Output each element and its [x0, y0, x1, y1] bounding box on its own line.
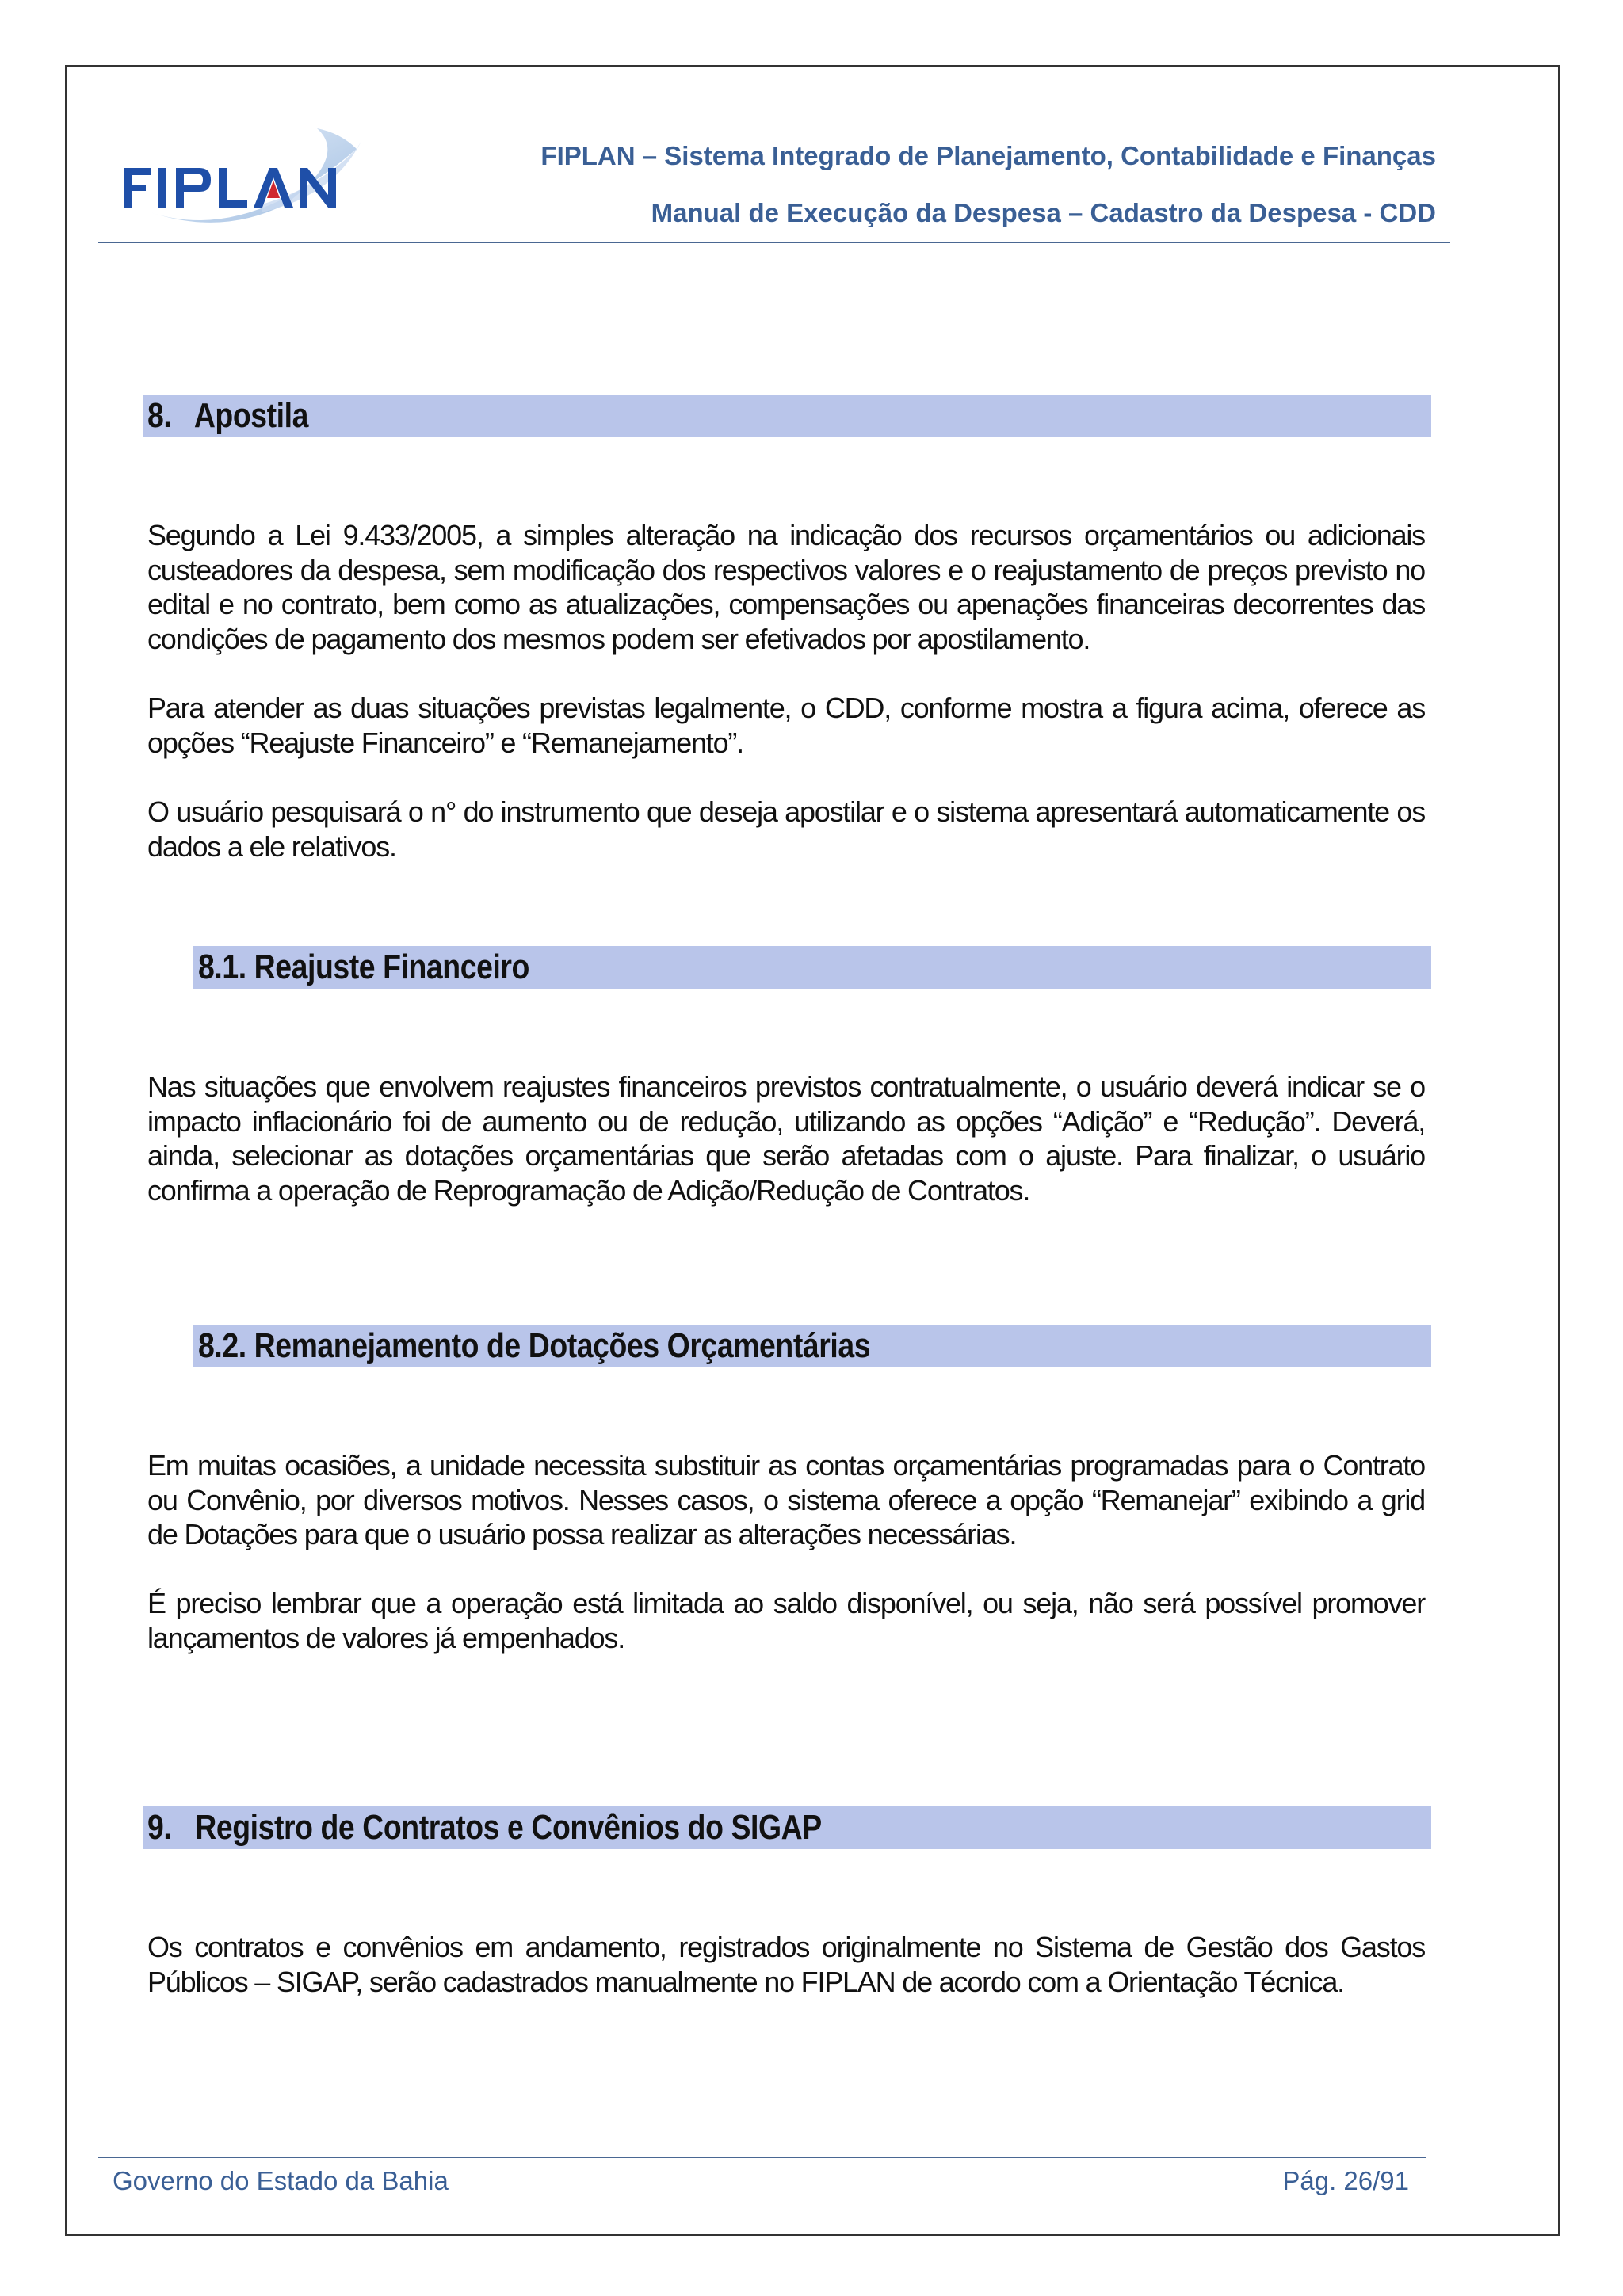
paragraph: É preciso lembrar que a operação está limitada ao saldo disponível, ou seja, não será possível promover lançamentos de valores já empenhados.	[147, 1587, 1425, 1654]
page-number: Pág. 26/91	[1282, 2166, 1409, 2195]
paragraph: Os contratos e convênios em andamento, registrados originalmente no Sistema de Gestão dos Gastos Públicos – SIGAP, serão cadastrados manualmente no FIPLAN de acordo com a Orientação Técnica.	[147, 1931, 1425, 1998]
paragraph: Nas situações que envolvem reajustes financeiros previstos contratualmente, o usuário deverá indicar se o impacto inflacionário foi de aumento ou de redução, utilizando as opções “Adição” e “Redução”. Deverá, ainda, selecionar as dotações orçamentárias que serão afetadas com o ajuste. Para finalizar, o usuário confirma a operação de Reprogramação de Adição/Redução de Contratos.	[147, 1070, 1425, 1207]
section-heading-9	[143, 1806, 1431, 1849]
section-heading-9-text: 9. Registro de Contratos e Convênios do SIGAP	[147, 1808, 822, 1847]
footer-divider	[98, 2157, 1426, 2158]
section-heading-8-1-text: 8.1. Reajuste Financeiro	[198, 948, 529, 986]
section-heading-8-2	[193, 1325, 1431, 1367]
header-subtitle: Manual de Execução da Despesa – Cadastro da Despesa - CDD	[651, 198, 1436, 227]
section-heading-8	[143, 395, 1431, 437]
footer-organization: Governo do Estado da Bahia	[113, 2166, 449, 2195]
paragraph: Segundo a Lei 9.433/2005, a simples alteração na indicação dos recursos orçamentários ou adicionais custeadores da despesa, sem modificação dos respectivos valores e o reajustamento de preços previsto no edital e no contrato, bem como as atualizações, compensações ou apenações financeiras decorrentes das condições de pagamento dos mesmos podem ser efetivados por apostilamento.	[147, 519, 1425, 655]
paragraph: Em muitas ocasiões, a unidade necessita substituir as contas orçamentárias programadas para o Contrato ou Convênio, por diversos motivos. Nesses casos, o sistema oferece a opção “Remanejar” exibindo a grid de Dotações para que o usuário possa realizar as alterações necessárias.	[147, 1449, 1425, 1550]
header-title: FIPLAN – Sistema Integrado de Planejamento, Contabilidade e Finanças	[540, 141, 1436, 170]
section-heading-8-2-text: 8.2. Remanejamento de Dotações Orçamentárias	[198, 1326, 871, 1365]
section-heading-8-1	[193, 946, 1431, 989]
section-heading-8-text: 8. Apostila	[147, 396, 308, 435]
header-divider	[98, 242, 1450, 243]
fiplan-logo	[119, 125, 380, 244]
paragraph: O usuário pesquisará o n° do instrumento que deseja apostilar e o sistema apresentará automaticamente os dados a ele relativos.	[147, 795, 1425, 863]
paragraph: Para atender as duas situações previstas legalmente, o CDD, conforme mostra a figura acima, oferece as opções “Reajuste Financeiro” e “Remanejamento”.	[147, 692, 1425, 759]
